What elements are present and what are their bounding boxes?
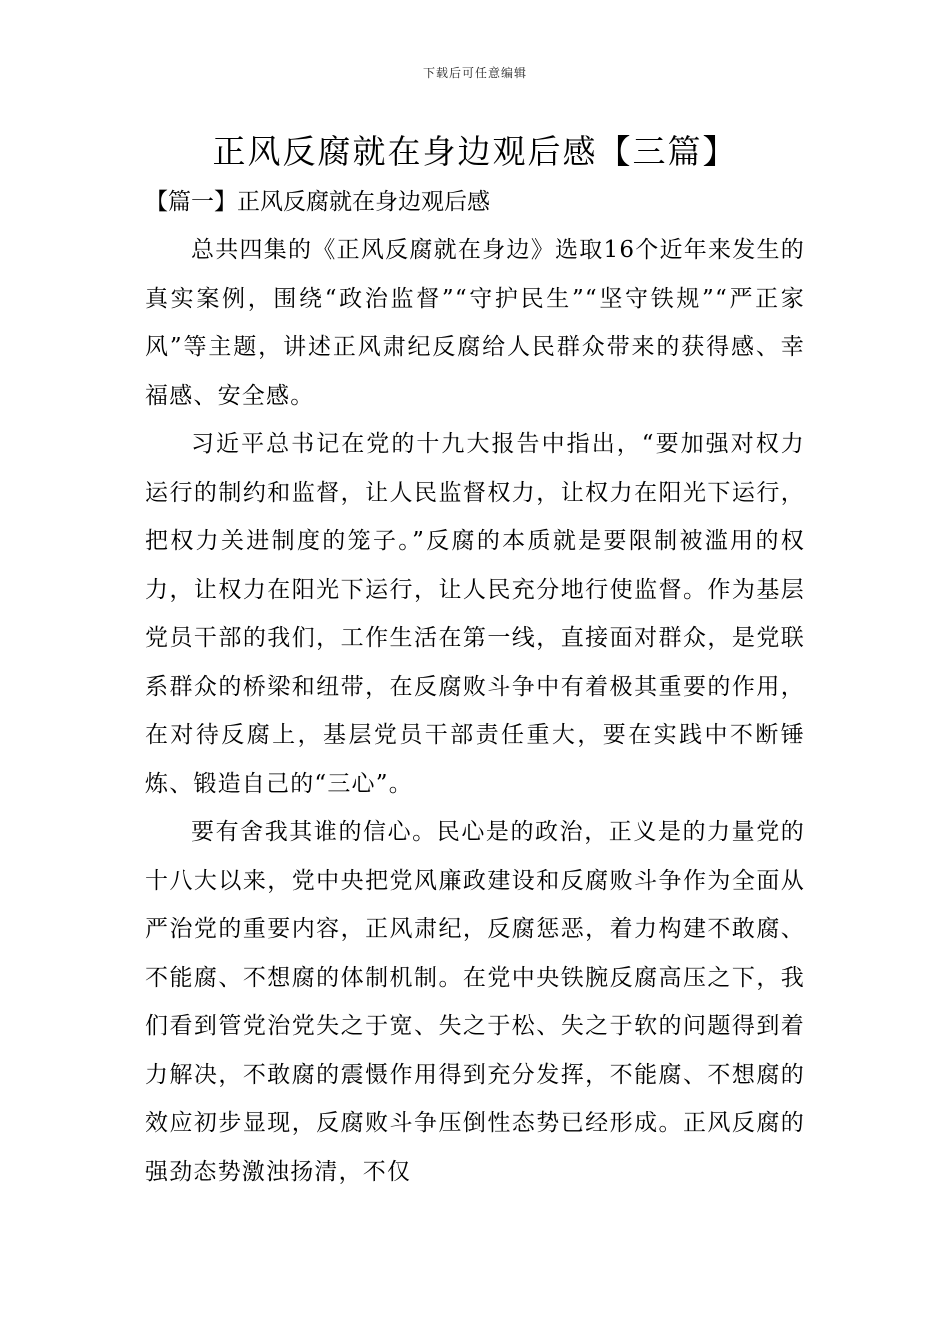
document-body [145, 226, 805, 1196]
document-title: 正风反腐就在身边观后感【三篇】 [212, 132, 738, 171]
paragraph-1: 总共四集的《正风反腐就在身边》选取16个近年来发生的真实案例，围绕“政治监督”“守护民生”“坚守铁规”“严正家风”等主题，讲述正风肃纪反腐给人民群众带来的获得感、幸福感、安全感。 [145, 237, 805, 409]
paragraph-2: 习近平总书记在党的十九大报告中指出，“要加强对权力运行的制约和监督，让人民监督权力，让权力在阳光下运行，把权力关进制度的笼子。”反腐的本质就是要限制被滥用的权力，让权力在阳光下运行，让人民充分地行使监督。作为基层党员干部的我们，工作生活在第一线，直接面对群众，是党联系群众的桥梁和纽带，在反腐败斗争中有着极其重要的作用，在对待反腐上，基层党员干部责任重大，要在实践中不断锤炼、锻造自己的“三心”。 [145, 431, 805, 797]
header-note: 下载后可任意编辑 [422, 66, 527, 80]
section-heading: 【篇一】正风反腐就在身边观后感 [145, 189, 490, 215]
paragraph-3: 要有舍我其谁的信心。民心是的政治，正义是的力量党的十八大以来，党中央把党风廉政建设和反腐败斗争作为全面从严治党的重要内容，正风肃纪，反腐惩恶，着力构建不敢腐、不能腐、不想腐的体制机制。在党中央铁腕反腐高压之下，我们看到管党治党失之于宽、失之于松、失之于软的问题得到着力解决，不敢腐的震慑作用得到充分发挥，不能腐、不想腐的效应初步显现，反腐败斗争压倒性态势已经形成。正风反腐的强劲态势激浊扬清，不仅 [145, 819, 805, 1185]
